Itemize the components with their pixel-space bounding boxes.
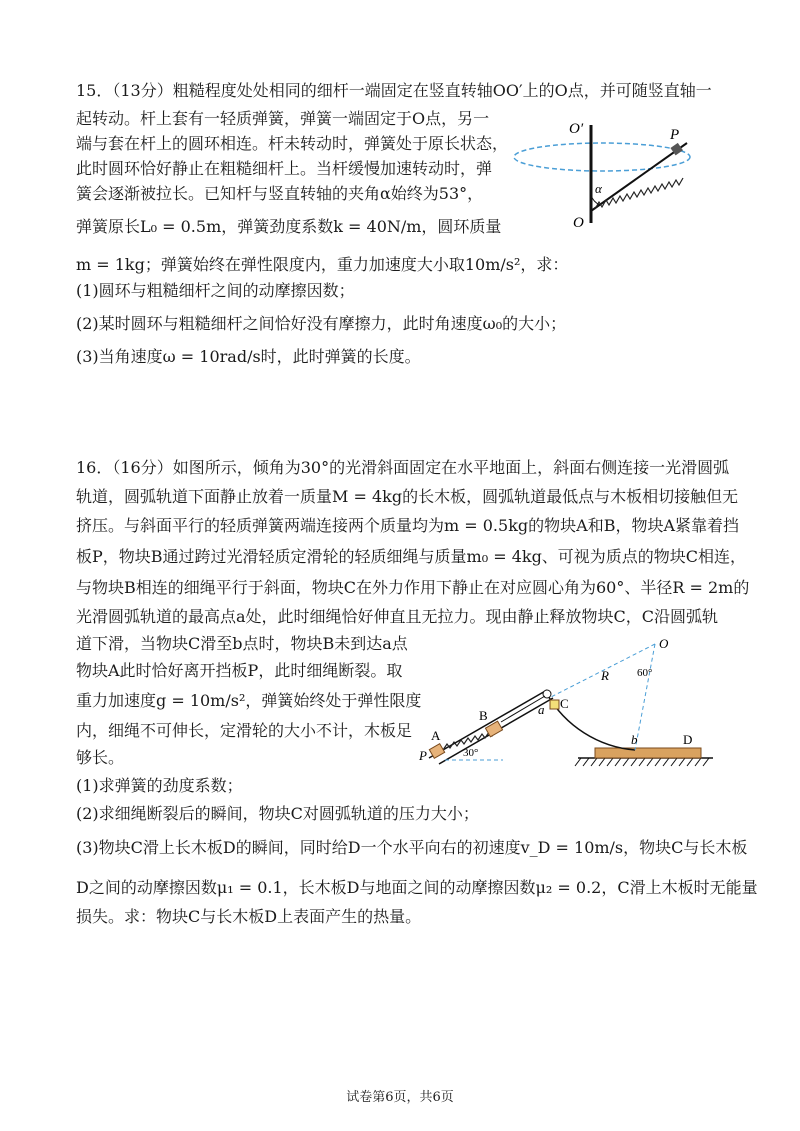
label-b-point: b	[631, 732, 638, 747]
incline-bottom	[429, 690, 547, 758]
label-o-prime: O′	[569, 121, 584, 137]
q16-line-9: 重力加速度g = 10m/s²，弹簧始终处于弹性限度	[76, 691, 422, 710]
q15-line-7: m = 1kg；弹簧始终在弹性限度内，重力加速度大小取10m/s²，求：	[76, 255, 569, 274]
q16-line-11: 够长。	[76, 748, 125, 767]
q16-line-6: 光滑圆弧轨道的最高点a处，此时细绳恰好伸直且无拉力。现由静止释放物块C，C沿圆弧轨	[76, 607, 719, 626]
label-c-block: C	[560, 696, 569, 711]
q15-line-5: 簧会逐渐被拉长。已知杆与竖直转轴的夹角α始终为53°，	[76, 184, 484, 203]
q16-line-5: 与物块B相连的细绳平行于斜面，物块C在外力作用下静止在对应圆心角为60°、半径R = 2m的	[76, 578, 750, 597]
block-c	[550, 700, 559, 709]
q16-sub-1: (1)求弹簧的劲度系数；	[76, 776, 243, 795]
label-b-block: B	[479, 708, 488, 723]
q16-line-3: 挤压。与斜面平行的轻质弹簧两端连接两个质量均为m = 0.5kg的物块A和B，物块A紧靠着挡	[76, 516, 740, 535]
q15-line-1: 15．（13分）粗糙程度处处相同的细杆一端固定在竖直转轴OO′上的O点，并可随竖直轴一	[76, 81, 712, 100]
q16-line-7: 道下滑，当物块C滑至b点时，物块B未到达a点	[76, 634, 408, 653]
label-60: 60°	[637, 667, 653, 679]
label-p: P	[670, 127, 680, 143]
spring	[595, 178, 683, 209]
label-p: P	[419, 748, 427, 763]
q15-line-3: 端与套在杆上的圆环相连。杆未转动时，弹簧处于原长状态，	[76, 134, 509, 153]
label-r: R	[601, 668, 609, 683]
q16-line-10: 内，细绳不可伸长，定滑轮的大小不计，木板足	[76, 721, 413, 740]
label-alpha: α	[595, 181, 602, 196]
q16-line-2: 轨道，圆弧轨道下面静止放着一质量M = 4kg的长木板，圆弧轨道最低点与木板相切接触但无	[76, 487, 739, 506]
label-o: O	[573, 215, 584, 231]
q15-line-2: 起转动。杆上套有一轻质弹簧，弹簧一端固定于O点，另一	[76, 109, 490, 128]
q16-line-1: 16．（16分）如图所示，倾角为30°的光滑斜面固定在水平地面上，斜面右侧连接一光滑圆弧	[76, 458, 730, 477]
q16-line-8: 物块A此时恰好离开挡板P，此时细绳断裂。取	[76, 661, 403, 680]
q16-figure	[415, 632, 715, 772]
label-o: O	[659, 636, 669, 651]
q15-sub-3: (3)当角速度ω = 10rad/s时，此时弹簧的长度。	[76, 347, 421, 366]
page-footer: 试卷第6页，共6页	[346, 1090, 454, 1105]
label-a-point: a	[538, 702, 545, 717]
q16-sub-3a: (3)物块C滑上长木板D的瞬间，同时给D一个水平向右的初速度v_D = 10m/s，物块C与长木板	[76, 838, 748, 857]
q15-sub-1: (1)圆环与粗糙细杆之间的动摩擦因数；	[76, 281, 355, 300]
board-d	[595, 748, 701, 758]
q16-sub-3c: 损失。求：物块C与长木板D上表面产生的热量。	[76, 907, 422, 926]
q15-sub-2: (2)某时圆环与粗糙细杆之间恰好没有摩擦力，此时角速度ω₀的大小；	[76, 314, 567, 333]
q15-line-6: 弹簧原长L₀ = 0.5m，弹簧劲度系数k = 40N/m，圆环质量	[76, 217, 502, 236]
q15-figure	[505, 115, 725, 235]
label-30: 30°	[463, 747, 479, 759]
q15-line-4: 此时圆环恰好静止在粗糙细杆上。当杆缓慢加速转动时，弹	[76, 159, 493, 178]
label-a-block: A	[431, 728, 441, 743]
q16-sub-3b: D之间的动摩擦因数μ₁ = 0.1，长木板D与地面之间的动摩擦因数μ₂ = 0.2，C滑上木板时无能量	[76, 878, 758, 897]
ground-hatch	[575, 758, 709, 766]
label-d: D	[683, 732, 693, 747]
rotation-ellipse	[514, 143, 690, 171]
q16-line-4: 板P，物块B通过跨过光滑轻质定滑轮的轻质细绳与质量m₀ = 4kg、可视为质点的物块C相连，	[76, 547, 747, 566]
vertical-radius	[635, 644, 655, 750]
q16-sub-2: (2)求细绳断裂后的瞬间，物块C对圆弧轨道的压力大小；	[76, 804, 479, 823]
